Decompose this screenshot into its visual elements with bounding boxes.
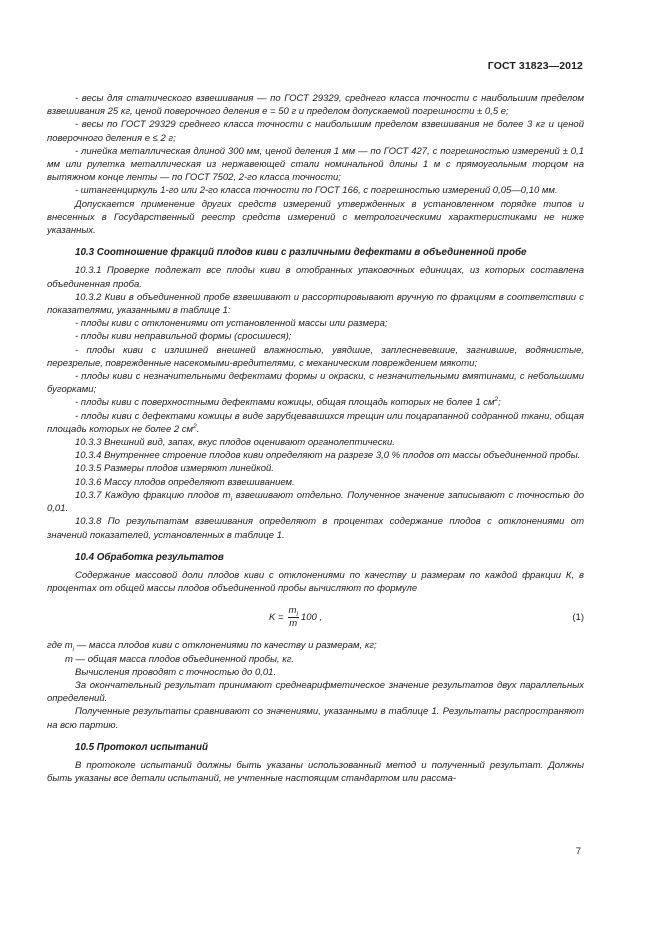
formula-denominator: m bbox=[289, 618, 298, 630]
clause-10-3-7: 10.3.7 Каждую фракцию плодов $m_i$ взвешивают отдельно. Полученное значение записывают с точностью до 0,01. bbox=[47, 489, 584, 515]
section-heading-10-3: 10.3 Соотношение фракций плодов киви с различными дефектами в объединенной пробе bbox=[75, 247, 527, 259]
clause-10-3-1: 10.3.1 Проверке подлежат все плоды киви в отобранных упаковочных единицах, из которых составлена объединенная проба. bbox=[47, 265, 584, 290]
clause-10-3-5: 10.3.5 Размеры плодов измеряют линейкой. bbox=[75, 463, 274, 475]
clause-10-3-2: 10.3.2 Киви в объединенной пробе взвешивают и рассортировывают вручную по фракциям в соответствии с показателями, указанными в таблице 1: bbox=[47, 291, 584, 317]
formula-fraction bbox=[288, 605, 299, 630]
equipment-item: - весы по ГОСТ 29329 среднего класса точности с наибольшим пределом взвешивания не более 3 кг и ценой поверочного деления е ≤ 2 г; bbox=[47, 119, 584, 144]
formula-lhs: K = bbox=[269, 612, 284, 624]
clause-10-3-6: 10.3.6 Массу плодов определяют взвешиванием. bbox=[75, 476, 295, 488]
formula-where-m: m — общая масса плодов объединенной пробы, кг. bbox=[65, 653, 295, 665]
defect-list-item: - плоды киви неправильной формы (сросшиеся); bbox=[75, 331, 292, 343]
formula-rhs: 100 , bbox=[300, 612, 323, 624]
clause-10-3-4: 10.3.4 Внутреннее строение плодов киви определяют на разрезе 3,0 % плодов от массы объединенной пробы. bbox=[75, 450, 581, 462]
defect-list-item: - плоды киви с излишней внешней влажностью, увядшие, заплесневевшие, загнившие, водянистые, перезрелые, поврежденные насекомыми-вредителями, с механическим повреждением мякоти; bbox=[47, 344, 584, 369]
formula-1 bbox=[47, 601, 584, 635]
page-number: 7 bbox=[575, 846, 581, 857]
equipment-item: - линейка металлическая длиной 300 мм, ценой деления 1 мм — по ГОСТ 427, с погрешностью измерений ± 0,1 мм или рулетка металлическая из нержавеющей стали номинальной длины 1 м с прямоугольным торцом на вытяжном конце ленты — по ГОСТ 7502, 2-го класса точности; bbox=[47, 145, 584, 184]
defect-list-item: - плоды киви с отклонениями от установленной массы или размера; bbox=[75, 318, 388, 330]
formula-where-mi: где $m_i$ — масса плодов киви с отклонениями по качеству и размерам, кг; bbox=[47, 640, 377, 654]
equipment-note: Допускается применение других средств измерений утвержденных в установленном порядке типов и внесенных в Государственный реестр средств измерений с метрологическими характеристиками не ниже указанных. bbox=[47, 198, 584, 237]
clause-10-3-3: 10.3.3 Внешний вид, запах, вкус плодов оценивают органолептически. bbox=[75, 437, 395, 449]
results-comparison: Полученные результаты сравнивают со значениями, указанными в таблице 1. Результаты распространяют на всю партию. bbox=[47, 706, 584, 731]
defect-list-item: - плоды киви с поверхностными дефектами кожицы, общая площадь которых не более 1 $см^2$; bbox=[75, 396, 501, 409]
formula-numerator: $m_i$ bbox=[288, 605, 298, 619]
section-heading-10-5: 10.5 Протокол испытаний bbox=[75, 741, 208, 753]
defect-list-item: - плоды киви с незначительными дефектами формы и окраски, с незначительными вмятинами, с небольшими бугорками; bbox=[47, 371, 584, 396]
section-heading-10-4: 10.4 Обработка результатов bbox=[75, 551, 224, 563]
equipment-item: - штангенциркуль 1-го или 2-го класса точности по ГОСТ 166, с погрешностью измерений 0,05—0,10 мм. bbox=[75, 185, 558, 197]
final-result-rule: За окончательный результат принимают среднеарифметическое значение результатов двух параллельных определений. bbox=[47, 679, 584, 705]
formula-number: (1) bbox=[572, 612, 584, 624]
formula-intro: Содержание массовой доли плодов киви с отклонениями по качеству и размерам по каждой фракции К, в процентах от общей массы плодов объединенной пробы вычисляют по формуле bbox=[47, 569, 584, 595]
protocol-text: В протоколе испытаний должны быть указаны использованный метод и полученный результат. Должны быть указаны все детали испытаний, не учтенные настоящим стандартом или рассма- bbox=[47, 759, 584, 785]
equipment-item: - весы для статического взвешивания — по ГОСТ 29329, среднего класса точности с наибольшим пределом взвешивания 25 кг, ценой поверочного деления е = 50 г и пределом допускаемой погрешности ± 0,5 е; bbox=[47, 93, 584, 118]
page-content bbox=[47, 92, 584, 785]
calc-precision: Вычисления проводят с точностью до 0,01. bbox=[75, 666, 277, 678]
standard-code-header: ГОСТ 31823—2012 bbox=[487, 60, 583, 72]
clause-10-3-8: 10.3.8 По результатам взвешивания определяют в процентах содержание плодов с отклонениями от значений показателей, установленных в таблице 1. bbox=[47, 516, 584, 541]
defect-list-item: - плоды киви с дефектами кожицы в виде зарубцевавшихся трещин или поцарапанной содранной ткани, общая площадь которых не более 2 $см^2$. bbox=[47, 410, 584, 435]
